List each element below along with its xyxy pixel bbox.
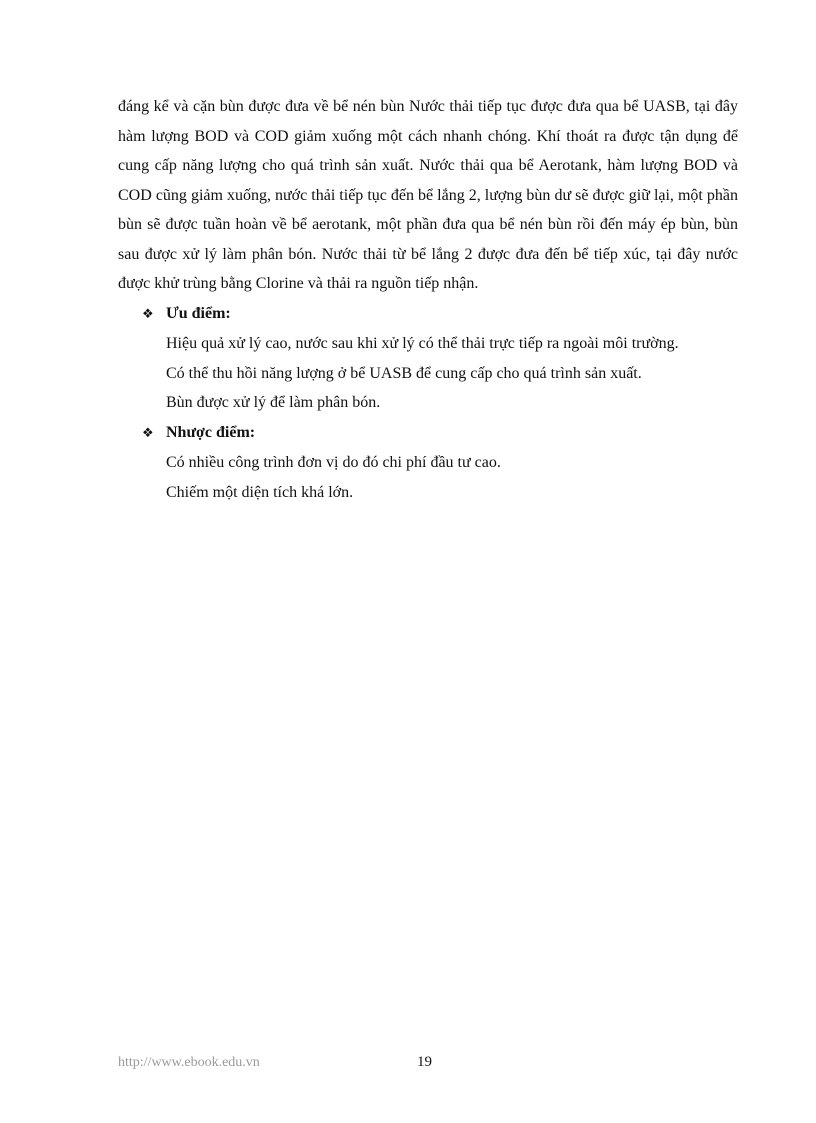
diamond-bullet-icon: ❖ — [142, 425, 154, 441]
disadvantage-item: Có nhiều công trình đơn vị do đó chi phí đầu tư cao. — [166, 454, 501, 471]
advantages-section — [118, 300, 738, 418]
page-number: 19 — [417, 1054, 432, 1070]
body-text — [118, 92, 738, 507]
advantage-item: Có thể thu hồi năng lượng ở bể UASB để cung cấp cho quá trình sản xuất. — [166, 364, 642, 382]
footer-url: http://www.ebook.edu.vn — [118, 1055, 260, 1070]
advantage-item: Bùn được xử lý để làm phân bón. — [166, 394, 381, 411]
advantages-heading — [142, 300, 738, 330]
advantage-item: Hiệu quả xử lý cao, nước sau khi xử lý có thể thải trực tiếp ra ngoài môi trường. — [166, 335, 679, 352]
disadvantages-section — [118, 419, 738, 508]
diamond-bullet-icon: ❖ — [142, 306, 154, 322]
disadvantages-heading — [142, 419, 738, 449]
disadvantage-item: Chiếm một diện tích khá lớn. — [166, 483, 354, 501]
advantages-heading-label: Ưu điểm: — [166, 305, 231, 323]
treatment-process-paragraph: đáng kể và cặn bùn được đưa về bể nén bùn Nước thải tiếp tục được đưa qua bể UASB, tại đây hàm lượng BOD và COD giảm xuống một cách nhanh chóng. Khí thoát ra được tận dụng để cung cấp năng lượng cho quá trình sản xuất. Nước thải qua bể Aerotank, hàm lượng BOD và COD cũng giảm xuống, nước thải tiếp tục đến bể lắng 2, lượng bùn dư sẽ được giữ lại, một phần bùn sẽ được tuần hoàn về bể aerotank, một phần đưa qua bể nén bùn rồi đến máy ép bùn, bùn sau được xử lý làm phân bón. Nước thải từ bể lắng 2 được đưa đến bể tiếp xúc, tại đây nước được khử trùng bằng Clorine và thải ra nguồn tiếp nhận. — [118, 98, 738, 292]
disadvantages-heading-label: Nhược điểm: — [166, 424, 256, 442]
